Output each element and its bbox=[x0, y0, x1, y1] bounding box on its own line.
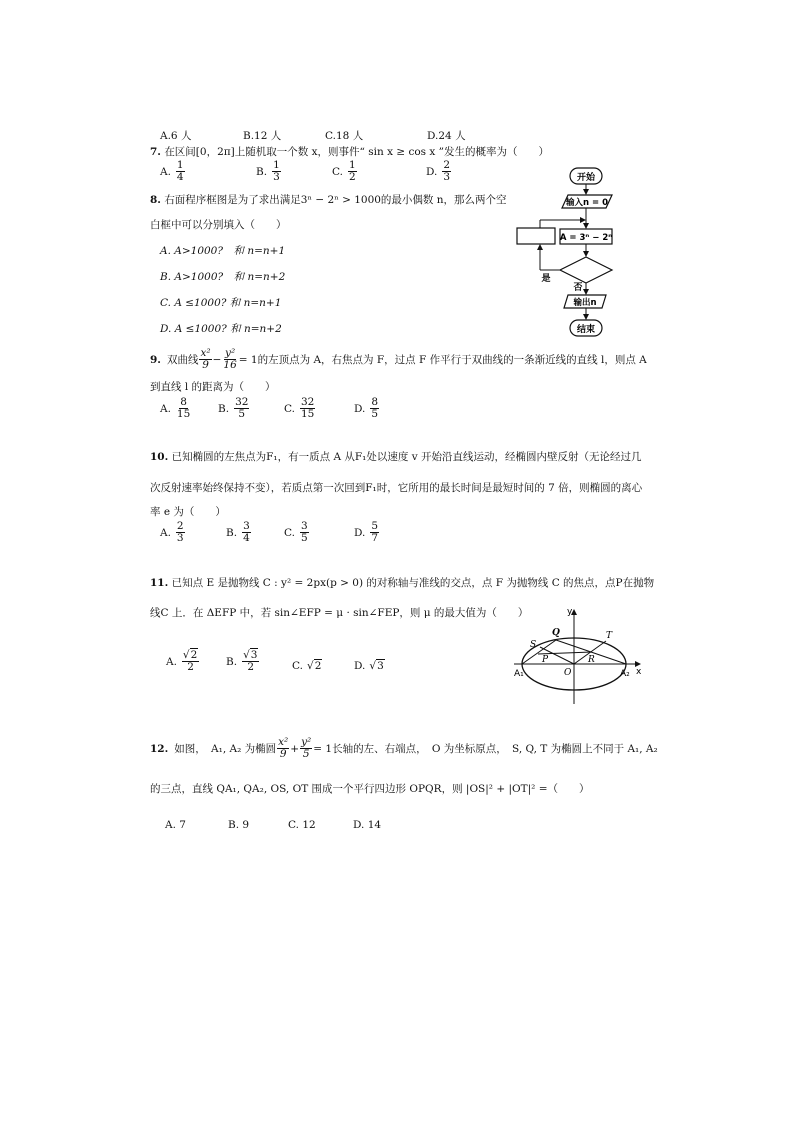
q10-option-b: B. $\frac{3}{4}$ bbox=[226, 520, 250, 544]
q10-options bbox=[160, 521, 400, 551]
q8-option-c: C. A ≤1000? 和 n=n+1 bbox=[160, 297, 282, 309]
q12-option-c: C. 12 bbox=[288, 819, 316, 831]
q8-option-d: D. A ≤1000? 和 n=n+2 bbox=[160, 323, 282, 335]
q6-option-a: A.6 人 bbox=[160, 130, 192, 142]
flow-decision-node bbox=[560, 257, 612, 283]
q9-minus: − bbox=[212, 353, 222, 366]
q12-eq: = 1 bbox=[313, 742, 333, 755]
q12-option-d: D. 14 bbox=[353, 819, 382, 831]
question-11-line1 bbox=[150, 576, 654, 590]
label-t: T bbox=[606, 631, 613, 641]
q9-pre: 双曲线 bbox=[166, 353, 199, 366]
q8-flowchart bbox=[508, 164, 638, 342]
line-pr bbox=[538, 652, 592, 654]
label-x: x bbox=[636, 667, 642, 677]
q10-option-a: A. $\frac{2}{3}$ bbox=[160, 520, 184, 544]
question-12-line1 bbox=[150, 737, 658, 760]
q12-plus: + bbox=[290, 742, 300, 755]
flow-start-label: 开始 bbox=[576, 173, 596, 183]
q12-frac-y: $\frac{\text{y²}}{5}$ bbox=[301, 736, 312, 760]
q6-option-d: D.24 人 bbox=[427, 130, 466, 142]
q9-text-2: 到直线 l 的距离为（ ） bbox=[150, 381, 276, 393]
q12-pre: 如图， A₁, A₂ 为椭圆 bbox=[174, 742, 277, 755]
flow-yes-label: 是 bbox=[541, 274, 551, 284]
label-a1: A₁ bbox=[514, 669, 524, 679]
label-a2: A₂ bbox=[620, 669, 630, 679]
q11-options bbox=[166, 650, 406, 684]
question-9-line1 bbox=[150, 348, 647, 371]
q11-option-b: B. $\frac{√3}{2}$ bbox=[226, 649, 258, 673]
q10-text-1: 已知椭圆的左焦点为F₁，有一质点 A 从F₁处以速度 v 开始沿直线运动，经椭圆内壁反射（无论经过几 bbox=[171, 451, 642, 463]
q9-frac-y: $\frac{\text{y²}}{16}$ bbox=[223, 347, 237, 371]
q6-option-c: C.18 人 bbox=[325, 130, 364, 142]
q12-option-b: B. 9 bbox=[228, 819, 250, 831]
q9-frac-x: $\frac{\text{x²}}{9}$ bbox=[200, 347, 211, 371]
flow-input-label: 输入n = 0 bbox=[565, 198, 609, 208]
q10-number: 10. bbox=[150, 451, 169, 463]
label-p: P bbox=[542, 655, 549, 665]
q7-text: 在区间[0，2π]上随机取一个数 x，则事件“ sin x ≥ cos x ”发生的概率为（ ） bbox=[164, 146, 550, 158]
q9-text-1: 的左顶点为 A，右焦点为 F，过点 F 作平行于双曲线的一条渐近线的直线 l，则点 A bbox=[257, 353, 647, 366]
q8-option-a: A. A>1000? 和 n=n+1 bbox=[160, 245, 286, 257]
q11-number: 11. bbox=[150, 577, 169, 589]
q10-text-2: 次反射速率始终保持不变），若质点第一次回到F₁时，它所用的最长时间是最短时间的 7 倍，则椭圆的离心 bbox=[150, 482, 643, 494]
q11-text-1: 已知点 E 是抛物线 C : y² = 2px(p > 0) 的对称轴与准线的交点，点 F 为抛物线 C 的焦点，点P在抛物 bbox=[171, 577, 655, 589]
q11-option-a: A. $\frac{√2}{2}$ bbox=[166, 649, 198, 673]
q12-text-1: 长轴的左、右端点， O 为坐标原点， S, Q, T 为椭圆上不同于 A₁, A₂ bbox=[332, 742, 658, 755]
question-10-line1 bbox=[150, 450, 641, 464]
q9-number: 9. bbox=[150, 353, 161, 366]
q10-text-3: 率 e 为（ ） bbox=[150, 506, 226, 518]
q7-option-a: A. $\frac{1}{4}$ bbox=[160, 159, 184, 183]
label-o: O bbox=[564, 668, 572, 678]
q9-option-a: A. $\frac{8}{15}$ bbox=[160, 396, 191, 420]
q8-option-b: B. A>1000? 和 n=n+2 bbox=[160, 271, 286, 283]
flow-empty-box bbox=[517, 228, 555, 244]
q9-option-b: B. $\frac{32}{5}$ bbox=[218, 396, 249, 420]
q8-text-2: 白框中可以分别填入（ ） bbox=[150, 219, 287, 231]
q8-number: 8. bbox=[150, 194, 161, 206]
q6-option-b: B.12 人 bbox=[243, 130, 282, 142]
q9-eq: = 1 bbox=[238, 353, 258, 366]
question-7 bbox=[150, 145, 549, 159]
ellipse-diagram bbox=[510, 604, 646, 708]
q12-text-2: 的三点，直线 QA₁, QA₂, OS, OT 围成一个平行四边形 OPQR，则 |OS|² + |OT|² =（ ） bbox=[150, 783, 590, 795]
q8-text-1: 右面程序框图是为了求出满足3ⁿ − 2ⁿ > 1000的最小偶数 n，那么两个空 bbox=[164, 194, 507, 206]
label-s: S bbox=[530, 640, 537, 650]
q9-option-d: D. $\frac{8}{5}$ bbox=[354, 396, 379, 420]
q9-option-c: C. $\frac{32}{15}$ bbox=[284, 396, 315, 420]
q10-option-c: C. $\frac{3}{5}$ bbox=[284, 520, 308, 544]
q12-number: 12. bbox=[150, 742, 169, 755]
flow-no-label: 否 bbox=[573, 283, 583, 293]
q7-option-d: D. $\frac{2}{3}$ bbox=[426, 159, 451, 183]
q7-number: 7. bbox=[150, 146, 161, 158]
flow-output-label: 输出n bbox=[573, 298, 597, 308]
flow-end-label: 结束 bbox=[576, 325, 596, 335]
q7-option-b: B. $\frac{1}{3}$ bbox=[256, 159, 280, 183]
flow-assign-label: A = 3ⁿ − 2ⁿ bbox=[559, 233, 613, 243]
q11-option-d: D. √3 bbox=[354, 660, 384, 672]
q7-option-c: C. $\frac{1}{2}$ bbox=[332, 159, 356, 183]
label-r: R bbox=[588, 655, 595, 665]
q11-text-2: 线C 上．在 ΔEFP 中，若 sin∠EFP = μ · sin∠FEP，则 μ 的最大值为（ ） bbox=[150, 607, 529, 619]
question-8-line1 bbox=[150, 193, 507, 207]
label-y: y bbox=[567, 607, 573, 617]
q9-options bbox=[160, 397, 400, 427]
q11-option-c: C. √2 bbox=[292, 660, 322, 672]
q10-option-d: D. $\frac{5}{7}$ bbox=[354, 520, 379, 544]
q12-option-a: A. 7 bbox=[165, 819, 186, 831]
q12-frac-x: $\frac{\text{x²}}{9}$ bbox=[278, 736, 289, 760]
label-q: Q bbox=[552, 628, 560, 638]
